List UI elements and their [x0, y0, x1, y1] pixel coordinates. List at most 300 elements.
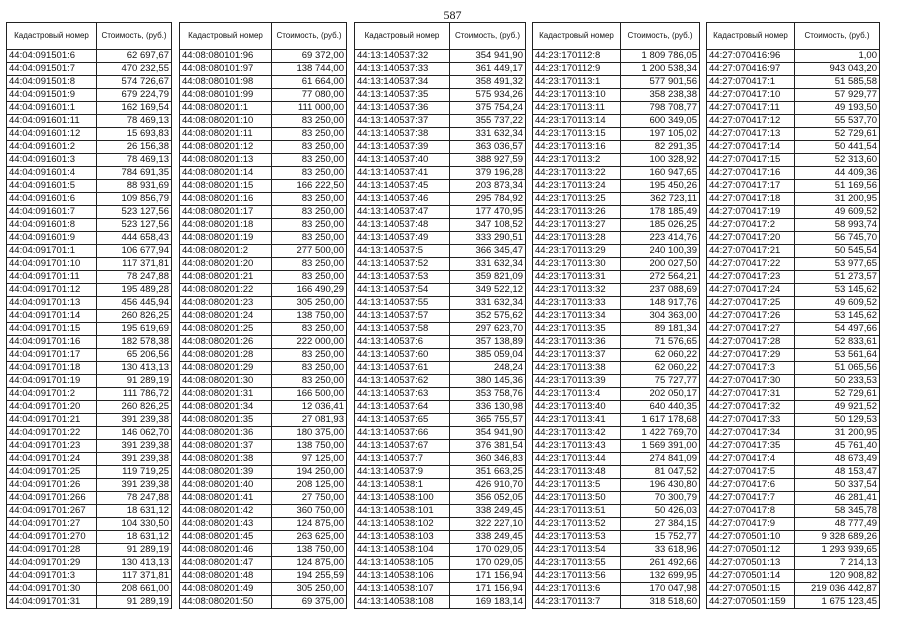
cost-value: 91 289,19: [97, 596, 172, 609]
cadastral-number: 44:27:070417:35: [707, 440, 795, 453]
header-cost: Стоимость, (руб.): [450, 23, 526, 50]
table-row: [707, 63, 880, 76]
cadastral-number: 44:23:170113:48: [533, 466, 621, 479]
table-row: [355, 336, 526, 349]
cadastral-number: 44:13:140537:64: [355, 401, 450, 414]
table-row: [180, 427, 347, 440]
table-row: [7, 453, 172, 466]
cadastral-number: 44:08:080201:30: [180, 375, 272, 388]
cadastral-number: 44:08:080201:11: [180, 128, 272, 141]
cost-value: 162 169,54: [97, 102, 172, 115]
cadastral-number: 44:23:170113:56: [533, 570, 621, 583]
cost-value: 58 345,78: [795, 505, 880, 518]
table-row: [707, 323, 880, 336]
cadastral-number: 44:23:170113:14: [533, 115, 621, 128]
table-row: [707, 427, 880, 440]
cost-value: 523 127,56: [97, 219, 172, 232]
cadastral-number: 44:08:080101:98: [180, 76, 272, 89]
cost-value: 363 036,57: [450, 141, 526, 154]
table-row: [7, 427, 172, 440]
table-row: [7, 596, 172, 609]
cadastral-number: 44:13:140537:38: [355, 128, 450, 141]
table-row: [7, 336, 172, 349]
cost-value: 223 414,76: [621, 232, 700, 245]
cadastral-number: 44:04:091601:1: [7, 102, 97, 115]
cost-value: 15 693,83: [97, 128, 172, 141]
cadastral-number: 44:04:091501:7: [7, 63, 97, 76]
cadastral-number: 44:27:070501:13: [707, 557, 795, 570]
cost-value: 391 239,38: [97, 414, 172, 427]
cost-value: 354 941,90: [450, 50, 526, 63]
cadastral-number: 44:13:140538:106: [355, 570, 450, 583]
cost-value: 240 100,39: [621, 245, 700, 258]
table-row: [7, 518, 172, 531]
table-row: [533, 583, 700, 596]
cost-value: 48 673,49: [795, 453, 880, 466]
cadastral-number: 44:23:170113:52: [533, 518, 621, 531]
table-row: [180, 544, 347, 557]
cadastral-number: 44:13:140538:101: [355, 505, 450, 518]
cadastral-number: 44:13:140538:107: [355, 583, 450, 596]
cost-value: 83 250,00: [272, 258, 347, 271]
cost-value: 62 060,22: [621, 349, 700, 362]
cadastral-number: 44:08:080101:96: [180, 50, 272, 63]
cost-value: 200 027,50: [621, 258, 700, 271]
cadastral-number: 44:23:170113:44: [533, 453, 621, 466]
cadastral-number: 44:23:170113:41: [533, 414, 621, 427]
cost-value: 50 233,53: [795, 375, 880, 388]
cadastral-number: 44:13:140537:33: [355, 63, 450, 76]
cost-value: 376 381,54: [450, 440, 526, 453]
table-row: [707, 141, 880, 154]
cost-value: 48 153,47: [795, 466, 880, 479]
table-row: [355, 193, 526, 206]
cost-value: 70 300,79: [621, 492, 700, 505]
cadastral-number: 44:23:170113:6: [533, 583, 621, 596]
cadastral-number: 44:23:170113:36: [533, 336, 621, 349]
cadastral-number: 44:08:080201:40: [180, 479, 272, 492]
cost-value: 138 750,00: [272, 310, 347, 323]
cost-value: 171 156,94: [450, 583, 526, 596]
table-row: [707, 271, 880, 284]
cadastral-number: 44:13:140537:57: [355, 310, 450, 323]
cadastral-number: 44:08:080201:35: [180, 414, 272, 427]
cadastral-number: 44:13:140537:54: [355, 284, 450, 297]
table-row: [355, 544, 526, 557]
table-row: [7, 89, 172, 102]
table-row: [180, 310, 347, 323]
cadastral-number: 44:27:070416:96: [707, 50, 795, 63]
table-row: [707, 375, 880, 388]
cost-value: 119 719,25: [97, 466, 172, 479]
cadastral-number: 44:04:091501:8: [7, 76, 97, 89]
table-row: [707, 401, 880, 414]
cost-value: 444 658,43: [97, 232, 172, 245]
cadastral-number: 44:27:070417:26: [707, 310, 795, 323]
table-row: [533, 245, 700, 258]
table-row: [355, 557, 526, 570]
table-row: [355, 50, 526, 63]
cadastral-number: 44:13:140537:39: [355, 141, 450, 154]
cadastral-number: 44:13:140537:52: [355, 258, 450, 271]
cost-value: 170 047,98: [621, 583, 700, 596]
table-row: [533, 466, 700, 479]
cost-value: 318 518,60: [621, 596, 700, 609]
cadastral-number: 44:08:080201:50: [180, 596, 272, 609]
table-row: [180, 440, 347, 453]
table-row: [355, 401, 526, 414]
cost-value: 194 255,59: [272, 570, 347, 583]
cost-value: 260 826,25: [97, 401, 172, 414]
cost-value: 362 723,11: [621, 193, 700, 206]
cadastral-number: 44:08:080201:23: [180, 297, 272, 310]
table-row: [533, 388, 700, 401]
cost-value: 385 059,04: [450, 349, 526, 362]
cost-value: 33 618,96: [621, 544, 700, 557]
table-row: [707, 310, 880, 323]
cost-value: 237 088,69: [621, 284, 700, 297]
cost-value: 798 708,77: [621, 102, 700, 115]
cadastral-number: 44:04:091701:14: [7, 310, 97, 323]
cost-value: 331 632,34: [450, 128, 526, 141]
cost-value: 170 029,05: [450, 557, 526, 570]
cadastral-number: 44:04:091701:15: [7, 323, 97, 336]
cadastral-number: 44:04:091701:31: [7, 596, 97, 609]
cost-value: 169 183,14: [450, 596, 526, 609]
table-row: [707, 167, 880, 180]
table-row: [533, 544, 700, 557]
cost-value: 148 917,76: [621, 297, 700, 310]
cadastral-number: 44:04:091601:11: [7, 115, 97, 128]
cost-value: 53 145,62: [795, 310, 880, 323]
cost-value: 111 786,72: [97, 388, 172, 401]
cadastral-number: 44:04:091601:7: [7, 206, 97, 219]
cadastral-number: 44:27:070501:159: [707, 596, 795, 609]
cadastral-number: 44:13:140537:55: [355, 297, 450, 310]
table-row: [355, 297, 526, 310]
table-row: [707, 596, 880, 609]
table-row: [707, 232, 880, 245]
cadastral-number: 44:23:170113:35: [533, 323, 621, 336]
cost-value: 146 062,70: [97, 427, 172, 440]
cost-value: 83 250,00: [272, 128, 347, 141]
table-row: [7, 492, 172, 505]
cost-value: 195 619,69: [97, 323, 172, 336]
cost-value: 58 993,74: [795, 219, 880, 232]
cadastral-number: 44:23:170113:50: [533, 492, 621, 505]
cost-value: 83 250,00: [272, 206, 347, 219]
table-row: [7, 531, 172, 544]
cadastral-number: 44:13:140538:1: [355, 479, 450, 492]
cadastral-number: 44:04:091701:26: [7, 479, 97, 492]
table-row: [533, 154, 700, 167]
cost-value: 679 224,79: [97, 89, 172, 102]
cost-value: 27 750,00: [272, 492, 347, 505]
table-row: [355, 427, 526, 440]
table-row: [180, 505, 347, 518]
cadastral-number: 44:23:170112:8: [533, 50, 621, 63]
table-row: [180, 115, 347, 128]
table-row: [180, 414, 347, 427]
cost-value: 45 761,40: [795, 440, 880, 453]
cost-value: 263 625,00: [272, 531, 347, 544]
cadastral-number: 44:27:070417:17: [707, 180, 795, 193]
cost-value: 104 330,50: [97, 518, 172, 531]
cost-value: 75 727,77: [621, 375, 700, 388]
cadastral-number: 44:23:170113:30: [533, 258, 621, 271]
table-row: [7, 323, 172, 336]
table-row: [355, 505, 526, 518]
cost-value: 166 222,50: [272, 180, 347, 193]
table-row: [180, 596, 347, 609]
cost-value: 9 328 689,26: [795, 531, 880, 544]
table-row: [355, 349, 526, 362]
cost-value: 196 430,80: [621, 479, 700, 492]
table-row: [7, 466, 172, 479]
table-row: [533, 102, 700, 115]
table-row: [355, 102, 526, 115]
cadastral-number: 44:08:080101:97: [180, 63, 272, 76]
table-row: [355, 492, 526, 505]
table-row: [7, 154, 172, 167]
cost-value: 456 445,94: [97, 297, 172, 310]
cost-value: 109 856,79: [97, 193, 172, 206]
table-row: [533, 89, 700, 102]
cadastral-number: 44:23:170113:54: [533, 544, 621, 557]
table-row: [7, 388, 172, 401]
table-row: [533, 414, 700, 427]
cadastral-number: 44:08:080201:48: [180, 570, 272, 583]
table-row: [707, 583, 880, 596]
table-row: [180, 258, 347, 271]
cost-value: 355 737,22: [450, 115, 526, 128]
header-cadastral: Кадастровый номер: [355, 23, 450, 50]
table-row: [7, 102, 172, 115]
table-row: [707, 518, 880, 531]
table-row: [533, 323, 700, 336]
table-row: [533, 180, 700, 193]
table-row: [355, 232, 526, 245]
cost-value: 83 250,00: [272, 271, 347, 284]
table-row: [180, 453, 347, 466]
cost-value: 333 290,51: [450, 232, 526, 245]
cadastral-number: 44:13:140538:105: [355, 557, 450, 570]
cost-value: 185 026,25: [621, 219, 700, 232]
cost-value: 338 249,45: [450, 505, 526, 518]
table-row: [707, 180, 880, 193]
cadastral-number: 44:04:091701:2: [7, 388, 97, 401]
table-row: [355, 167, 526, 180]
cadastral-number: 44:27:070417:12: [707, 115, 795, 128]
cadastral-number: 44:27:070417:27: [707, 323, 795, 336]
table-row: [355, 258, 526, 271]
cadastral-number: 44:27:070417:25: [707, 297, 795, 310]
cadastral-number: 44:23:170113:42: [533, 427, 621, 440]
cadastral-number: 44:08:080201:39: [180, 466, 272, 479]
table-row: [533, 427, 700, 440]
table-row: [180, 531, 347, 544]
cadastral-number: 44:27:070417:2: [707, 219, 795, 232]
cadastral-number: 44:08:080201:37: [180, 440, 272, 453]
table-row: [707, 102, 880, 115]
table-row: [180, 271, 347, 284]
cost-value: 523 127,56: [97, 206, 172, 219]
table-row: [533, 492, 700, 505]
table-row: [180, 401, 347, 414]
cost-value: 391 239,38: [97, 479, 172, 492]
table-row: [533, 479, 700, 492]
table-row: [7, 258, 172, 271]
cadastral-number: 44:27:070417:15: [707, 154, 795, 167]
cadastral-number: 44:13:140537:41: [355, 167, 450, 180]
cost-value: 194 250,00: [272, 466, 347, 479]
table-row: [180, 466, 347, 479]
cost-value: 51 065,56: [795, 362, 880, 375]
table-row: [180, 323, 347, 336]
cadastral-number: 44:08:080201:49: [180, 583, 272, 596]
cadastral-number: 44:23:170113:26: [533, 206, 621, 219]
cost-value: 361 449,17: [450, 63, 526, 76]
cost-value: 160 947,65: [621, 167, 700, 180]
table-row: [355, 596, 526, 609]
cadastral-number: 44:27:070417:30: [707, 375, 795, 388]
cost-value: 274 841,09: [621, 453, 700, 466]
header-cost: Стоимость, (руб.): [272, 23, 347, 50]
cadastral-number: 44:13:140538:108: [355, 596, 450, 609]
table-row: [180, 167, 347, 180]
cost-value: 640 440,35: [621, 401, 700, 414]
cost-value: 391 239,38: [97, 453, 172, 466]
cadastral-number: 44:08:080201:12: [180, 141, 272, 154]
cost-value: 83 250,00: [272, 232, 347, 245]
cost-value: 52 729,61: [795, 128, 880, 141]
table-row: [180, 583, 347, 596]
cadastral-number: 44:27:070417:11: [707, 102, 795, 115]
cadastral-number: 44:23:170113:31: [533, 271, 621, 284]
cost-value: 1 569 391,00: [621, 440, 700, 453]
cadastral-number: 44:23:170113:2: [533, 154, 621, 167]
cadastral-number: 44:08:080201:31: [180, 388, 272, 401]
page-number: 587: [443, 8, 462, 22]
table-row: [7, 414, 172, 427]
cost-value: 18 631,12: [97, 531, 172, 544]
cadastral-number: 44:27:070417:29: [707, 349, 795, 362]
cost-value: 195 450,26: [621, 180, 700, 193]
cadastral-number: 44:23:170113:38: [533, 362, 621, 375]
cost-value: 277 500,00: [272, 245, 347, 258]
table-row: [533, 310, 700, 323]
cost-value: 177 470,95: [450, 206, 526, 219]
cadastral-number: 44:13:140537:47: [355, 206, 450, 219]
table-row: [7, 479, 172, 492]
cadastral-number: 44:08:080201:24: [180, 310, 272, 323]
cadastral-number: 44:13:140537:46: [355, 193, 450, 206]
table-row: [7, 375, 172, 388]
cost-value: 111 000,00: [272, 102, 347, 115]
cost-value: 27 384,15: [621, 518, 700, 531]
cost-value: 222 000,00: [272, 336, 347, 349]
table-row: [355, 453, 526, 466]
cadastral-number: 44:23:170113:40: [533, 401, 621, 414]
cadastral-number: 44:27:070417:8: [707, 505, 795, 518]
cost-value: 124 875,00: [272, 557, 347, 570]
cost-value: 130 413,13: [97, 557, 172, 570]
table-row: [355, 180, 526, 193]
cost-value: 470 232,55: [97, 63, 172, 76]
cost-value: 15 752,77: [621, 531, 700, 544]
table-row: [180, 180, 347, 193]
cadastral-number: 44:13:140537:63: [355, 388, 450, 401]
table-row: [533, 375, 700, 388]
table-row: [180, 479, 347, 492]
table-row: [180, 76, 347, 89]
table-row: [7, 50, 172, 63]
cadastral-number: 44:27:070417:22: [707, 258, 795, 271]
header-cost: Стоимость, (руб.): [795, 23, 880, 50]
table-row: [180, 518, 347, 531]
cost-value: 261 492,66: [621, 557, 700, 570]
cost-value: 375 754,24: [450, 102, 526, 115]
table-row: [707, 245, 880, 258]
table-row: [7, 440, 172, 453]
table-row: [355, 375, 526, 388]
cost-value: 120 908,82: [795, 570, 880, 583]
cost-value: 180 375,00: [272, 427, 347, 440]
cadastral-number: 44:23:170113:4: [533, 388, 621, 401]
cadastral-number: 44:13:140537:45: [355, 180, 450, 193]
table-row: [707, 440, 880, 453]
cost-value: 304 363,00: [621, 310, 700, 323]
table-row: [707, 128, 880, 141]
cadastral-number: 44:04:091701:11: [7, 271, 97, 284]
cadastral-number: 44:13:140538:104: [355, 544, 450, 557]
table-row: [180, 128, 347, 141]
cadastral-number: 44:23:170113:28: [533, 232, 621, 245]
cost-value: 50 129,53: [795, 414, 880, 427]
table-row: [533, 141, 700, 154]
table-row: [707, 492, 880, 505]
cost-value: 365 755,57: [450, 414, 526, 427]
cost-value: 53 561,64: [795, 349, 880, 362]
table-row: [180, 50, 347, 63]
table-row: [180, 297, 347, 310]
table-row: [533, 505, 700, 518]
cadastral-number: 44:08:080201:46: [180, 544, 272, 557]
cost-value: 138 750,00: [272, 544, 347, 557]
table-row: [7, 76, 172, 89]
table-row: [707, 297, 880, 310]
cadastral-number: 44:13:140537:67: [355, 440, 450, 453]
cost-value: 7 214,13: [795, 557, 880, 570]
table-row: [533, 258, 700, 271]
table-row: [707, 219, 880, 232]
table-row: [180, 154, 347, 167]
table-row: [533, 570, 700, 583]
cadastral-number: 44:04:091601:4: [7, 167, 97, 180]
table-row: [7, 297, 172, 310]
cadastral-number: 44:13:140537:60: [355, 349, 450, 362]
cost-value: 260 826,25: [97, 310, 172, 323]
cadastral-number: 44:13:140537:36: [355, 102, 450, 115]
cadastral-number: 44:08:080201:13: [180, 154, 272, 167]
table-row: [355, 76, 526, 89]
cost-value: 305 250,00: [272, 297, 347, 310]
table-row: [7, 180, 172, 193]
cadastral-number: 44:13:140537:66: [355, 427, 450, 440]
cadastral-number: 44:27:070417:31: [707, 388, 795, 401]
cadastral-number: 44:23:170113:53: [533, 531, 621, 544]
cadastral-number: 44:04:091701:29: [7, 557, 97, 570]
